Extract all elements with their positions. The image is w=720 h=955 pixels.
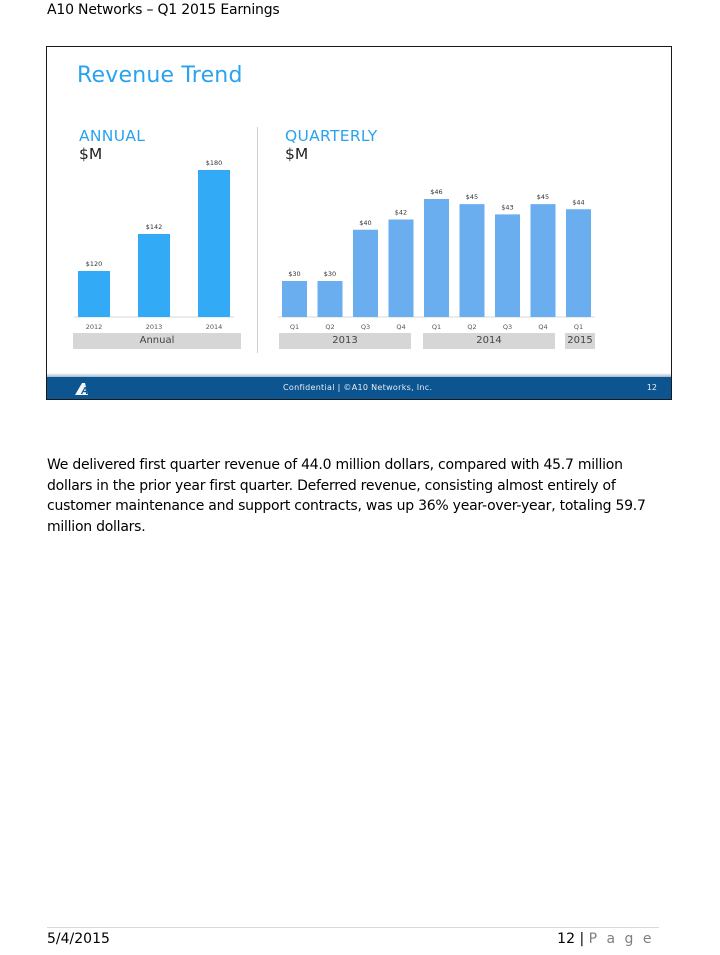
confidential-notice: Confidential | ©A10 Networks, Inc. xyxy=(283,383,433,392)
quarterly-value-label-1: $30 xyxy=(323,270,337,278)
annual-value-label-2: $180 xyxy=(205,159,223,167)
year-2013-band: 2013 xyxy=(279,333,411,349)
quarterly-value-label-6: $43 xyxy=(501,203,514,212)
annual-value-label-1: $142 xyxy=(145,222,163,231)
quarterly-category-label-5: Q2 xyxy=(467,323,477,331)
page-number-value: 12 xyxy=(557,931,575,947)
quarterly-value-label-2: $40 xyxy=(359,218,372,227)
quarterly-bar-4 xyxy=(424,199,449,317)
quarterly-value-label-4: $46 xyxy=(430,188,443,196)
revenue-trend-slide xyxy=(46,46,672,400)
quarterly-bar-6 xyxy=(495,214,520,317)
annual-category-label-1: 2013 xyxy=(145,323,163,331)
footer-date: 5/4/2015 xyxy=(47,931,110,947)
quarterly-bar-7 xyxy=(531,204,556,317)
annual-bar-0 xyxy=(78,271,110,317)
annual-unit-label: $M xyxy=(79,145,103,163)
document-header: A10 Networks – Q1 2015 Earnings xyxy=(47,2,280,18)
body-paragraph: We delivered first quarter revenue of 44.0 million dollars, compared with 45.7 million dollars in the prior year first quarter. Deferred revenue, consisting almost entirely of customer maintenance and support contracts, was up 36% year-over-year, totaling 59.7 million dollars. xyxy=(47,457,646,535)
quarterly-category-label-7: Q4 xyxy=(538,323,548,331)
quarterly-bar-1 xyxy=(318,281,343,317)
year-2014-band: 2014 xyxy=(423,333,555,349)
annual-value-label-0: $120 xyxy=(85,260,103,268)
quarterly-value-label-0: $30 xyxy=(288,270,301,278)
quarterly-value-label-8: $44 xyxy=(572,198,585,207)
quarterly-category-label-3: Q4 xyxy=(396,323,406,331)
quarterly-section-label: QUARTERLY xyxy=(285,127,378,145)
quarterly-category-label-8: Q1 xyxy=(573,323,584,331)
quarterly-value-label-7: $45 xyxy=(536,193,550,202)
annual-band: Annual xyxy=(73,333,241,349)
quarterly-value-label-3: $42 xyxy=(394,208,408,217)
a10-logo xyxy=(73,380,103,398)
year-2015-band: 2015 xyxy=(565,333,595,349)
quarterly-bar-3 xyxy=(389,220,414,318)
footer-rule xyxy=(47,927,659,928)
annual-category-label-2: 2014 xyxy=(205,323,223,331)
slide-footer xyxy=(47,377,672,400)
svg-text:A10: A10 xyxy=(81,386,100,397)
quarterly-category-label-2: Q3 xyxy=(360,323,371,331)
page-word: P a g e xyxy=(588,931,654,947)
annual-section-label: ANNUAL xyxy=(79,127,146,145)
annual-bar-2 xyxy=(198,170,230,317)
annual-category-label-0: 2012 xyxy=(85,323,103,331)
quarterly-category-label-6: Q3 xyxy=(502,323,513,331)
quarterly-category-label-1: Q2 xyxy=(325,323,335,331)
slide-number: 12 xyxy=(646,383,657,392)
quarterly-bar-8 xyxy=(566,209,591,317)
footer-page-number xyxy=(557,931,654,947)
quarterly-value-label-5: $45 xyxy=(465,193,479,202)
page-separator: | xyxy=(579,931,585,947)
quarterly-bar-2 xyxy=(353,230,378,317)
quarterly-category-label-4: Q1 xyxy=(431,323,442,331)
quarterly-bar-0 xyxy=(282,281,307,317)
quarterly-bar-5 xyxy=(460,204,485,317)
quarterly-category-label-0: Q1 xyxy=(289,323,300,331)
slide-title: Revenue Trend xyxy=(77,63,243,88)
quarterly-unit-label: $M xyxy=(285,145,309,163)
annual-bar-1 xyxy=(138,234,170,317)
